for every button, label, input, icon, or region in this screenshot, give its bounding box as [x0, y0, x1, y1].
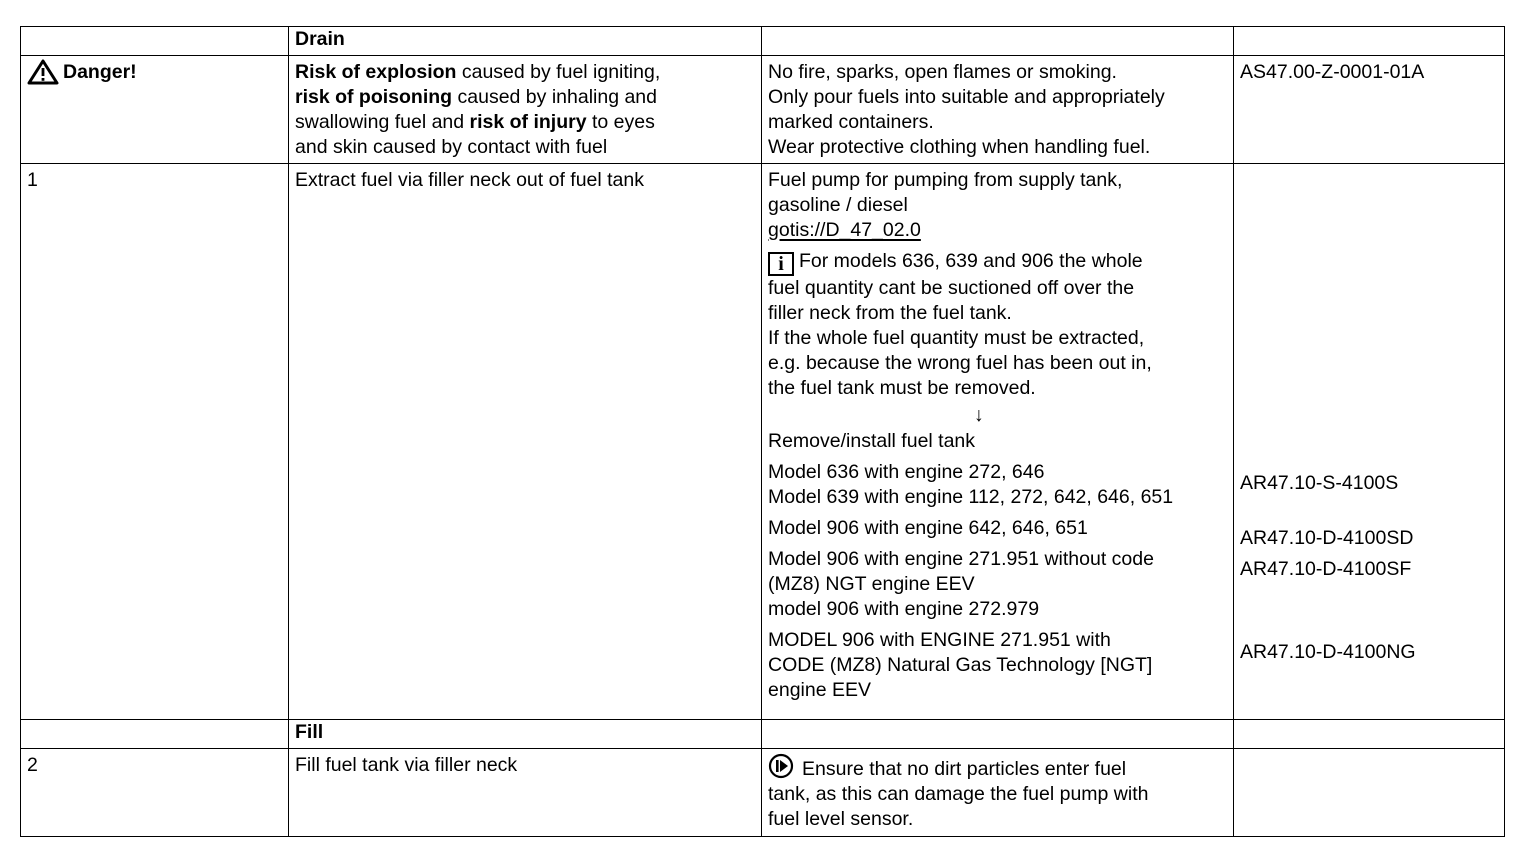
- danger-row: [21, 56, 1505, 164]
- model-line: CODE (MZ8) Natural Gas Technology [NGT]: [768, 654, 1153, 676]
- tool-line: gasoline / diesel: [768, 194, 908, 216]
- danger-description: [289, 56, 762, 164]
- danger-text: and skin caused by contact with fuel: [295, 136, 608, 158]
- section-title-fill: Fill: [289, 720, 762, 749]
- empty-cell: [762, 720, 1234, 749]
- note-line: If the whole fuel quantity must be extracted,: [768, 327, 1145, 349]
- reference-link[interactable]: AR47.10-S-4100S: [1240, 472, 1399, 494]
- measure-line: No fire, sparks, open flames or smoking.: [768, 61, 1117, 83]
- step-2-row: [21, 749, 1505, 837]
- reference-link[interactable]: AR47.10-D-4100SF: [1240, 558, 1412, 580]
- danger-label: Danger!: [63, 60, 137, 83]
- empty-cell: [21, 27, 289, 56]
- note-line: e.g. because the wrong fuel has been out in,: [768, 352, 1152, 374]
- danger-reference-link[interactable]: AS47.00-Z-0001-01A: [1240, 61, 1425, 83]
- note-line: For models 636, 639 and 906 the whole: [799, 250, 1143, 272]
- model-line: MODEL 906 with ENGINE 271.951 with: [768, 629, 1111, 651]
- empty-cell: [1234, 720, 1505, 749]
- warning-triangle-icon: [27, 59, 59, 85]
- danger-text: caused by inhaling and: [452, 86, 657, 108]
- measure-line: marked containers.: [768, 111, 934, 133]
- measure-line: Only pour fuels into suitable and appropriately: [768, 86, 1165, 108]
- tool-line: Fuel pump for pumping from supply tank,: [768, 169, 1123, 191]
- empty-cell: [1234, 749, 1505, 837]
- note-line: the fuel tank must be removed.: [768, 377, 1036, 399]
- step-2-details: [762, 749, 1234, 837]
- model-line: engine EEV: [768, 679, 871, 701]
- model-line: model 906 with engine 272.979: [768, 598, 1040, 620]
- note-line: filler neck from the fuel tank.: [768, 302, 1012, 324]
- tool-link[interactable]: gotis://D_47_02.0: [768, 219, 921, 241]
- step-1-action: Extract fuel via filler neck out of fuel tank: [289, 164, 762, 720]
- note-line: Ensure that no dirt particles enter fuel: [802, 758, 1127, 780]
- model-line: Model 906 with engine 271.951 without code: [768, 548, 1154, 570]
- step-1-references: [1234, 164, 1505, 720]
- model-line: Model 636 with engine 272, 646: [768, 461, 1045, 483]
- remove-install-label: Remove/install fuel tank: [768, 430, 976, 452]
- drain-header-row: [21, 27, 1505, 56]
- model-line: Model 906 with engine 642, 646, 651: [768, 517, 1088, 539]
- risk-explosion: Risk of explosion: [295, 61, 457, 83]
- note-line: fuel level sensor.: [768, 808, 914, 830]
- danger-measures: [762, 56, 1234, 164]
- danger-label-cell: [21, 56, 289, 164]
- reference-link[interactable]: AR47.10-D-4100SD: [1240, 527, 1414, 549]
- model-line: (MZ8) NGT engine EEV: [768, 573, 975, 595]
- danger-text: to eyes: [586, 111, 655, 133]
- step-1-row: [21, 164, 1505, 720]
- model-line: Model 639 with engine 112, 272, 642, 646, 651: [768, 486, 1174, 508]
- work-instruction-table: [20, 26, 1505, 837]
- down-arrow-icon: ↓: [974, 404, 984, 426]
- note-line: fuel quantity cant be suctioned off over the: [768, 277, 1135, 299]
- info-icon: i: [768, 252, 794, 276]
- step-number: 2: [21, 749, 289, 837]
- reference-link[interactable]: AR47.10-D-4100NG: [1240, 641, 1416, 663]
- fill-header-row: [21, 720, 1505, 749]
- empty-cell: [762, 27, 1234, 56]
- measure-line: Wear protective clothing when handling fuel.: [768, 136, 1151, 158]
- note-line: tank, as this can damage the fuel pump with: [768, 783, 1149, 805]
- step-number: 1: [21, 164, 289, 720]
- section-title-drain: Drain: [289, 27, 762, 56]
- step-2-action: Fill fuel tank via filler neck: [289, 749, 762, 837]
- risk-poisoning: risk of poisoning: [295, 86, 453, 108]
- empty-cell: [1234, 27, 1505, 56]
- step-1-details: [762, 164, 1234, 720]
- danger-text: swallowing fuel and: [295, 111, 470, 133]
- risk-injury: risk of injury: [469, 111, 587, 133]
- empty-cell: [21, 720, 289, 749]
- danger-text: caused by fuel igniting,: [456, 61, 661, 83]
- caution-circle-icon: [768, 753, 794, 779]
